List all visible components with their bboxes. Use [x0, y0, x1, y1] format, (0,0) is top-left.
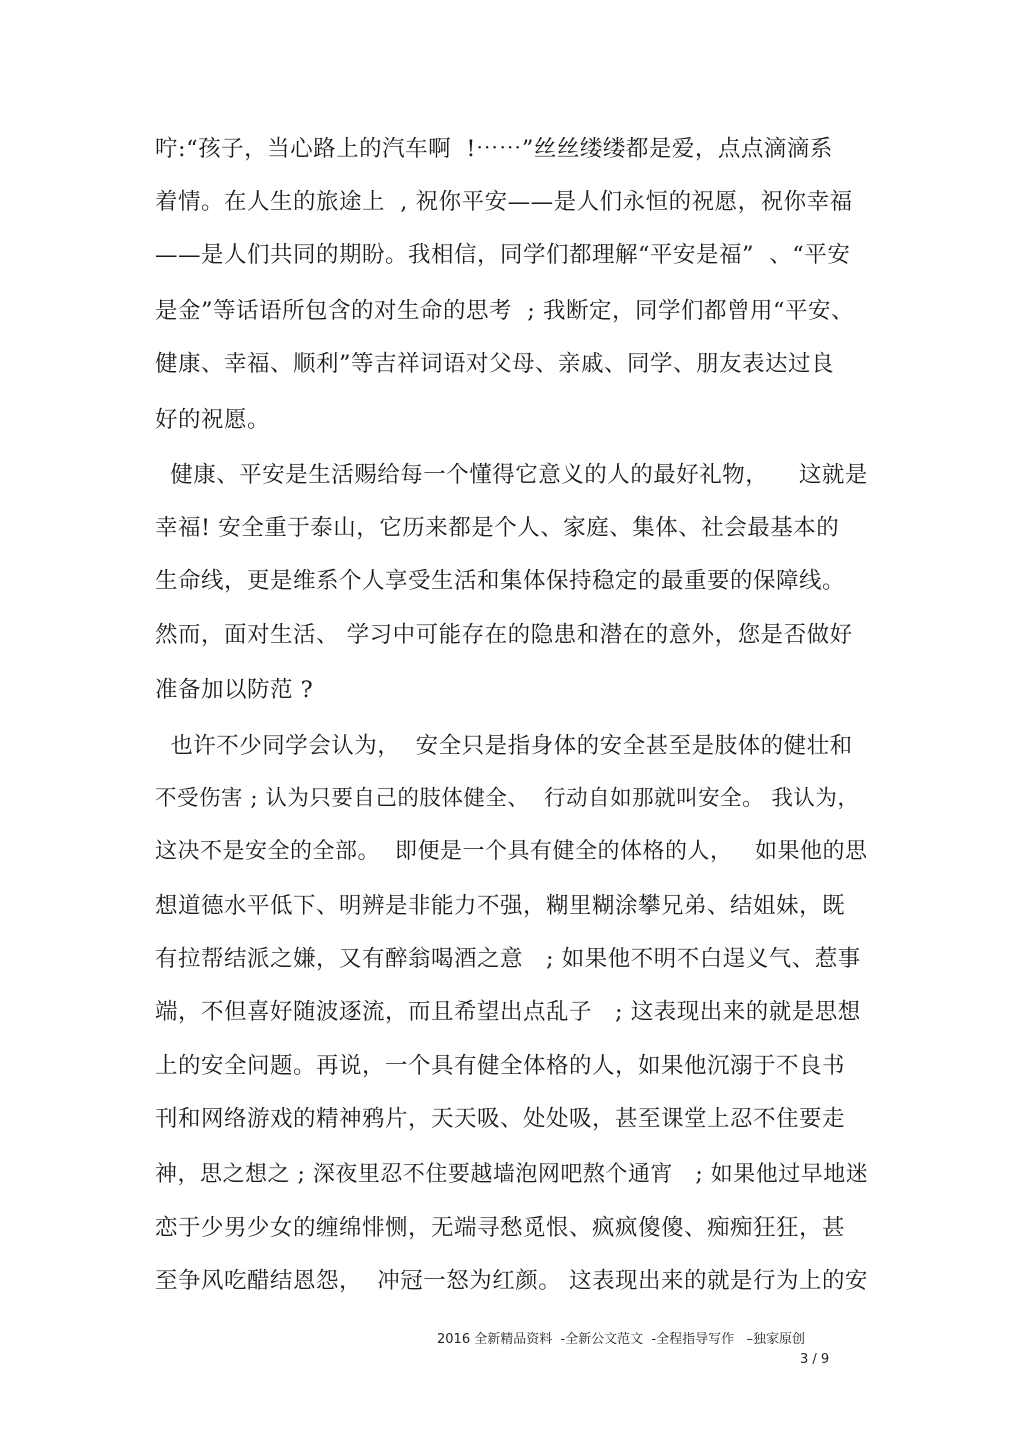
text-line: ——是人们共同的期盼。我相信，同学们都理解“平安是福” 、“平安 — [155, 242, 851, 268]
text-line: 是金”等话语所包含的对生命的思考 ; 我断定，同学们都曾用“平安、 — [155, 298, 855, 324]
text-line: 刊和网络游戏的精神鸦片，天天吸、处处吸，甚至课堂上忍不住要走 — [155, 1106, 846, 1132]
text-line: 上的安全问题。再说，一个具有健全体格的人，如果他沉溺于不良书 — [155, 1053, 846, 1079]
text-line: 健康、平安是生活赐给每一个懂得它意义的人的最好礼物， 这就是 — [155, 462, 868, 488]
text-line: 至争风吃醋结恩怨， 冲冠一怒为红颜。 这表现出来的就是行为上的安 — [155, 1268, 868, 1294]
footer-text: 2016 全新精品资料 -全新公文范文 -全程指导写作 –独家原创 — [437, 1332, 806, 1347]
text-line: 有拉帮结派之嫌，又有醉翁喝酒之意 ; 如果他不明不白逞义气、惹事 — [155, 946, 861, 972]
text-line: 幸福! 安全重于泰山，它历来都是个人、家庭、集体、社会最基本的 — [155, 515, 840, 541]
text-line: 端，不但喜好随波逐流，而且希望出点乱子 ; 这表现出来的就是思想 — [155, 999, 861, 1025]
text-line: 恋于少男少女的缠绵悱恻，无端寻愁觅恨、疯疯傻傻、痴痴狂狂，甚 — [155, 1215, 846, 1241]
text-line: 准备加以防范 ? — [155, 677, 314, 703]
text-line: 也许不少同学会认为， 安全只是指身体的安全甚至是肢体的健壮和 — [155, 733, 853, 759]
text-line: 这决不是安全的全部。 即便是一个具有健全的体格的人， 如果他的思 — [155, 839, 868, 864]
text-line: 咛:“孩子，当心路上的汽车啊 !⋯⋯”丝丝缕缕都是爱，点点滴滴系 — [155, 136, 833, 162]
text-line: 好的祝愿。 — [155, 407, 271, 433]
text-line: 然而，面对生活、 学习中可能存在的隐患和潜在的意外，您是否做好 — [155, 622, 853, 648]
text-line: 着情。在人生的旅途上 , 祝你平安——是人们永恒的祝愿，祝你幸福 — [155, 189, 853, 215]
text-line: 不受伤害 ; 认为只要自己的肢体健全、 行动自如那就叫安全。 我认为， — [155, 786, 860, 811]
text-line: 生命线，更是维系个人享受生活和集体保持稳定的最重要的保障线。 — [155, 568, 846, 594]
page-number: 3 / 9 — [800, 1352, 830, 1367]
text-line: 想道德水平低下、明辨是非能力不强，糊里糊涂攀兄弟、结姐妹，既 — [155, 893, 846, 919]
text-line: 健康、幸福、顺利”等吉祥词语对父母、亲戚、同学、朋友表达过良 — [155, 351, 835, 377]
text-line: 神，思之想之 ; 深夜里忍不住要越墙泡网吧熬个通宵 ; 如果他过早地迷 — [155, 1162, 869, 1187]
